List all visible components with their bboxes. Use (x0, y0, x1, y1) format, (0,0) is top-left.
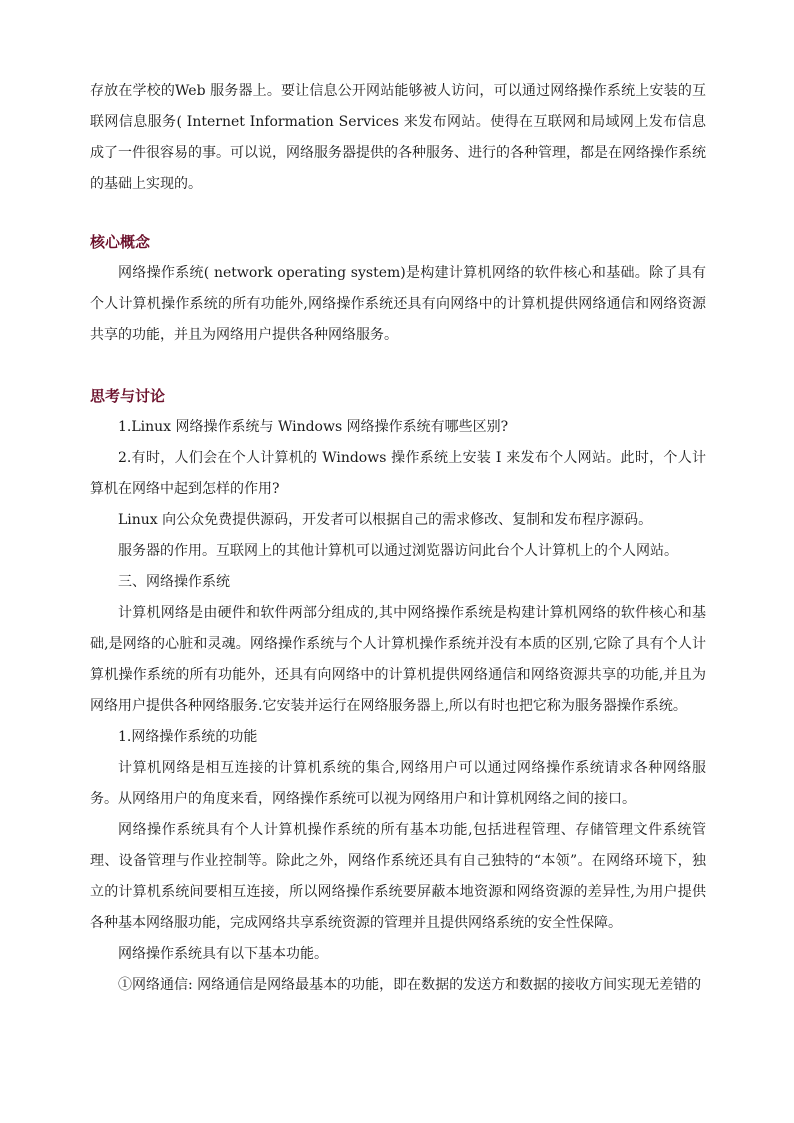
document-page (90, 76, 706, 1001)
discussion-question-1: 1.Linux 网络操作系统与 Windows 网络操作系统有哪些区别? (118, 419, 509, 435)
discussion-heading: 思考与讨论 (90, 387, 166, 405)
discussion-question-2: 2.有时，人们会在个人计算机的 Windows 操作系统上安装 I 来发布个人网站。此时，个人计算机在网络中起到怎样的作用? (90, 450, 706, 497)
section-title: 三、网络操作系统 (118, 574, 230, 590)
section-paragraph-1: 计算机网络是由硬件和软件两部分组成的,其中网络操作系统是构建计算机网络的软件核心和基础,是网络的心脏和灵魂。网络操作系统与个人计算机操作系统并没有本质的区别,它除了具有个人计算机操作系统的所有功能外，还具有向网络中的计算机提供网络通信和网络资源共享的功能,并且为网络用户提供各种网络服务.它安装并运行在网络服务器上,所以有时也把它称为服务器操作系统。 (90, 605, 706, 714)
section-paragraph-2: 计算机网络是相互连接的计算机系统的集合,网络用户可以通过网络操作系统请求各种网络服务。从网络用户的角度来看，网络操作系统可以视为网络用户和计算机网络之间的接口。 (90, 760, 706, 807)
subsection-title: 1.网络操作系统的功能 (118, 729, 258, 745)
discussion-answer-2: 服务器的作用。互联网上的其他计算机可以通过浏览器访问此台个人计算机上的个人网站。 (118, 543, 678, 559)
core-concept-paragraph: 网络操作系统( network operating system)是构建计算机网络的软件核心和基础。除了具有个人计算机操作系统的所有功能外,网络操作系统还具有向网络中的计算机提供网络通信和网络资源共享的功能，并且为网络用户提供各种网络服务。 (90, 265, 706, 343)
section-paragraph-3: 网络操作系统具有个人计算机操作系统的所有基本功能,包括进程管理、存储管理文件系统管理、设备管理与作业控制等。除此之外，网络作系统还具有自己独特的“本领”。在网络环境下，独立的计算机系统间要相互连接，所以网络操作系统要屏蔽本地资源和网络资源的差异性,为用户提供各种基本网络服功能，完成网络共享系统资源的管理并且提供网络系统的安全性保障。 (90, 822, 706, 931)
intro-paragraph: 存放在学校的Web 服务器上。要让信息公开网站能够被人访问，可以通过网络操作系统上安装的互联网信息服务( Internet Information Services 来发布网站。使得在互联网和局域网上发布信息成了一件很容易的事。可以说，网络服务器提供的各种服务、进行的各种管理，都是在网络操作系统的基础上实现的。 (90, 83, 706, 192)
discussion-answer-1: Linux 向公众免费提供源码，开发者可以根据自己的需求修改、复制和发布程序源码。 (118, 512, 653, 528)
section-paragraph-5: ①网络通信: 网络通信是网络最基本的功能，即在数据的发送方和数据的接收方间实现无差错的 (118, 977, 702, 993)
section-paragraph-4: 网络操作系统具有以下基本功能。 (118, 946, 328, 962)
core-concept-heading: 核心概念 (90, 233, 151, 251)
